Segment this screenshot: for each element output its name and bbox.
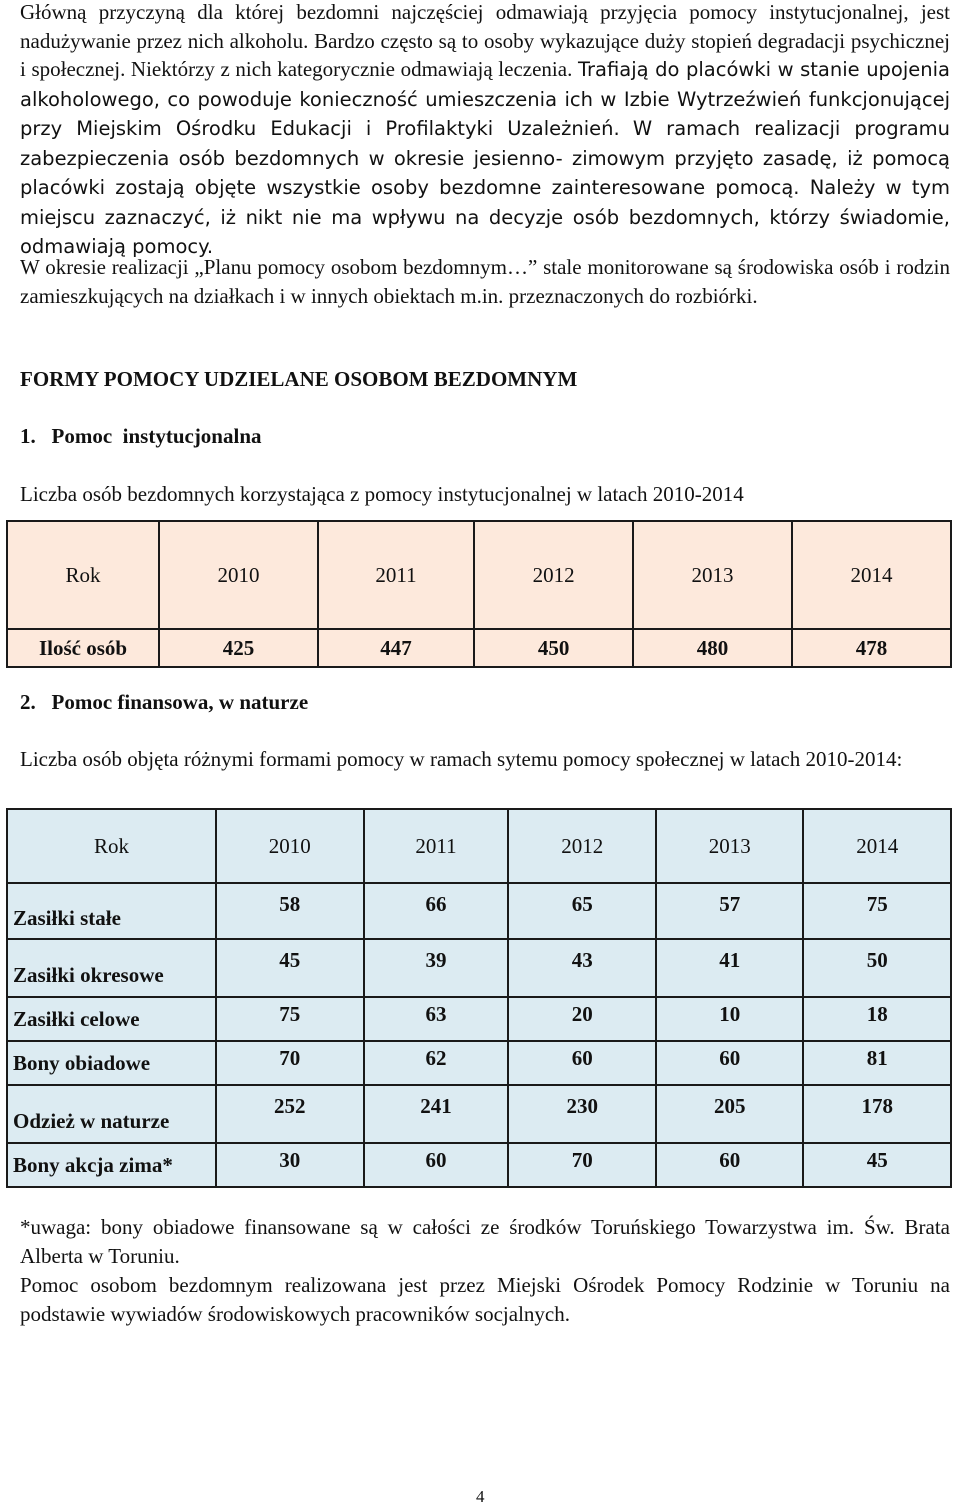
row-label: Odzież w naturze bbox=[7, 1085, 216, 1143]
value-cell: 60 bbox=[656, 1041, 804, 1085]
value-cell: 81 bbox=[803, 1041, 951, 1085]
table-row bbox=[7, 939, 951, 997]
year-cell: 2014 bbox=[792, 521, 951, 629]
page-number: 4 bbox=[476, 1487, 485, 1506]
table-row bbox=[7, 883, 951, 939]
table-row bbox=[7, 1143, 951, 1187]
section-title: FORMY POMOCY UDZIELANE OSOBOM BEZDOMNYM bbox=[20, 367, 578, 391]
value-cell: 205 bbox=[656, 1085, 804, 1143]
row-label: Ilość osób bbox=[7, 629, 159, 667]
table-header-row bbox=[7, 521, 951, 629]
value-cell: 41 bbox=[656, 939, 804, 997]
intro-paragraph-1 bbox=[20, 0, 950, 262]
value-cell: 75 bbox=[803, 883, 951, 939]
intro-text-c: W ramach realizacji programu zabezpieczenia osób bezdomnych w okresie jesienno- zimowym przyjęto zasadę, iż pomocą placówki zostają objęte wszystkie osoby bezdomne zainteresowane pomocą. Należy w tym miejscu zaznaczyć, iż nikt nie ma wpływu na decyzje osób bezdomnych, którzy świadomie, odmawiają pomocy. bbox=[20, 117, 951, 258]
value-cell: 20 bbox=[508, 997, 656, 1041]
section-2-caption: Liczba osób objęta różnymi formami pomocy w ramach sytemu pomocy społecznej w latach 2010-2014: bbox=[20, 747, 903, 771]
header-label: Rok bbox=[7, 809, 216, 883]
intro-text-a: Główną przyczyną dla której bezdomni najczęściej odmawiają przyjęcia pomocy instytucjonalnej, jest nadużywanie przez nich alkoholu. Bardzo często są to osoby wykazujące duży stopień degradacji psychicznej i społecznej. Niektórzy z nich kategorycznie odmawiają leczenia. bbox=[20, 0, 950, 81]
table-row bbox=[7, 1085, 951, 1143]
value-cell: 63 bbox=[364, 997, 509, 1041]
table-row bbox=[7, 629, 951, 667]
value-cell: 178 bbox=[803, 1085, 951, 1143]
table-row bbox=[7, 997, 951, 1041]
value-cell: 60 bbox=[508, 1041, 656, 1085]
institutional-help-table bbox=[6, 520, 952, 668]
year-cell: 2011 bbox=[318, 521, 474, 629]
header-label: Rok bbox=[7, 521, 159, 629]
value-cell: 50 bbox=[803, 939, 951, 997]
value-cell: 43 bbox=[508, 939, 656, 997]
row-label: Zasiłki celowe bbox=[7, 997, 216, 1041]
value-cell: 62 bbox=[364, 1041, 509, 1085]
value-cell: 447 bbox=[318, 629, 474, 667]
value-cell: 10 bbox=[656, 997, 804, 1041]
intro-paragraph-2: W okresie realizacji „Planu pomocy osobom bezdomnym…” stale monitorowane są środowiska osób i rodzin zamieszkujących na działkach i w innych obiektach m.in. przeznaczonych do rozbiórki. bbox=[20, 255, 950, 308]
year-cell: 2010 bbox=[159, 521, 318, 629]
value-cell: 70 bbox=[508, 1143, 656, 1187]
value-cell: 230 bbox=[508, 1085, 656, 1143]
value-cell: 66 bbox=[364, 883, 509, 939]
value-cell: 39 bbox=[364, 939, 509, 997]
year-cell: 2010 bbox=[216, 809, 364, 883]
year-cell: 2012 bbox=[474, 521, 633, 629]
year-cell: 2014 bbox=[803, 809, 951, 883]
intro-text-b: Trafiają do placówki w stanie upojenia alkoholowego, co powoduje konieczność umieszczenia ich w Izbie Wytrzeźwień funkcjonującej przy Miejskim Ośrodku Edukacji i Profilaktyki Uzależnień. bbox=[20, 58, 950, 140]
footnote: *uwaga: bony obiadowe finansowane są w całości ze środków Toruńskiego Towarzystwa im. Św. Brata Alberta w Toruniu. bbox=[20, 1215, 950, 1268]
table-row bbox=[7, 1041, 951, 1085]
value-cell: 45 bbox=[216, 939, 364, 997]
value-cell: 65 bbox=[508, 883, 656, 939]
value-cell: 450 bbox=[474, 629, 633, 667]
value-cell: 57 bbox=[656, 883, 804, 939]
value-cell: 480 bbox=[633, 629, 792, 667]
section-1-caption: Liczba osób bezdomnych korzystająca z pomocy instytucjonalnej w latach 2010-2014 bbox=[20, 482, 744, 506]
closing-paragraph: Pomoc osobom bezdomnym realizowana jest przez Miejski Ośrodek Pomocy Rodzinie w Toruniu na podstawie wywiadów środowiskowych pracowników socjalnych. bbox=[20, 1273, 950, 1326]
row-label: Zasiłki stałe bbox=[7, 883, 216, 939]
value-cell: 58 bbox=[216, 883, 364, 939]
section-2-heading: 2. Pomoc finansowa, w naturze bbox=[20, 690, 309, 714]
row-label: Zasiłki okresowe bbox=[7, 939, 216, 997]
value-cell: 75 bbox=[216, 997, 364, 1041]
section-1-heading: 1. Pomoc instytucjonalna bbox=[20, 424, 262, 448]
year-cell: 2013 bbox=[633, 521, 792, 629]
value-cell: 241 bbox=[364, 1085, 509, 1143]
year-cell: 2012 bbox=[508, 809, 656, 883]
value-cell: 45 bbox=[803, 1143, 951, 1187]
value-cell: 70 bbox=[216, 1041, 364, 1085]
value-cell: 60 bbox=[656, 1143, 804, 1187]
year-cell: 2011 bbox=[364, 809, 509, 883]
row-label: Bony akcja zima* bbox=[7, 1143, 216, 1187]
value-cell: 478 bbox=[792, 629, 951, 667]
table-header-row bbox=[7, 809, 951, 883]
value-cell: 425 bbox=[159, 629, 318, 667]
value-cell: 60 bbox=[364, 1143, 509, 1187]
value-cell: 30 bbox=[216, 1143, 364, 1187]
value-cell: 18 bbox=[803, 997, 951, 1041]
financial-help-table bbox=[6, 808, 952, 1188]
value-cell: 252 bbox=[216, 1085, 364, 1143]
row-label: Bony obiadowe bbox=[7, 1041, 216, 1085]
year-cell: 2013 bbox=[656, 809, 804, 883]
